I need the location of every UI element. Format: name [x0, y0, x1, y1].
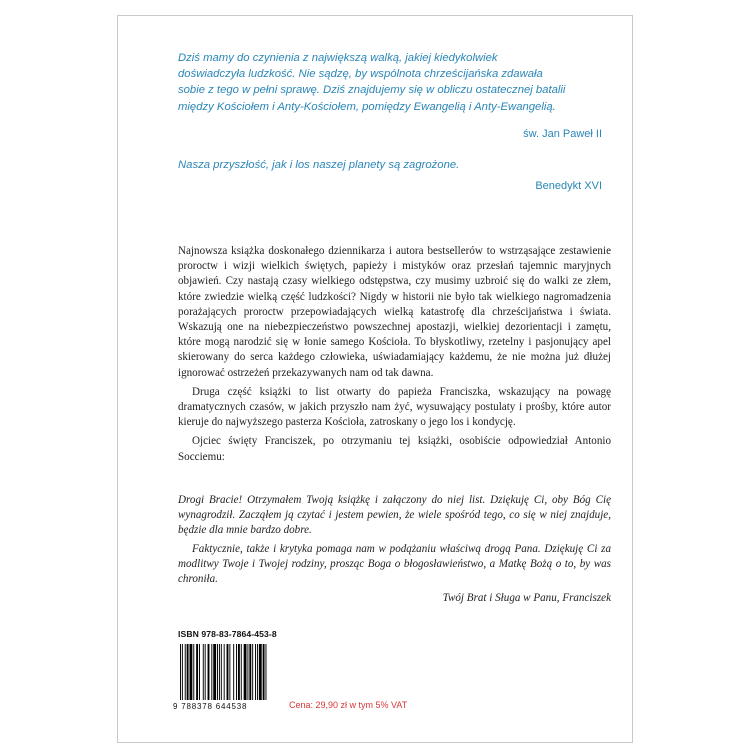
quote-benedict-xvi: Nasza przyszłość, jak i los naszej planety są zagrożone.: [178, 159, 460, 171]
quote-author-benedict-xvi: Benedykt XVI: [535, 180, 602, 192]
quote-author-john-paul-ii: św. Jan Paweł II: [523, 128, 602, 140]
quote-john-paul-ii: [178, 50, 598, 115]
description-paragraph: Najnowsza książka doskonałego dziennikarza i autora bestsellerów to wstrząsające zestawienie proroctw i wizji wielkich świętych, papieży i mistyków oraz przesłań tajemnic maryjnych objawień. Czy nastają czasy wielkiego odstępstwa, czy musimy uzbroić się do walki ze złem, które zwiedzie wielką część ludzkości? Nigdy w historii nie było tak wielkiego nagromadzenia porażających proroctw przepowiadających wielką katastrofę dla chrześcijaństwa i świata. Wskazują one na niebezpieczeństwo powszechnej apostazji, wielkiej dezorientacji i zamętu, które mogą narodzić się w łonie samego Kościoła. To błyskotliwy, rzetelny i pasjonujący apel skierowany do serca każdego człowieka, uświadamiający każdemu, że nie można już dłużej ignorować ostrzeżeń przekazywanych nam od tak dawna.: [178, 245, 611, 379]
pope-letter: [178, 493, 611, 606]
letter-paragraph: Drogi Bracie! Otrzymałem Twoją książkę i załączony do niej list. Dziękuję Ci, oby Bóg Cię wynagrodził. Zacząłem ją czytać i jestem pewien, że wiele spośród tego, co się w niej znajduje, będzie dla mnie bardzo dobre.: [178, 494, 611, 537]
quote-line: między Kościołem i Anty-Kościołem, pomiędzy Ewangelią i Anty-Ewangelią.: [178, 100, 556, 113]
quote-line: doświadczyła ludzkość. Nie sądzę, by wspólnota chrześcijańska zdawała: [178, 68, 543, 81]
description-paragraph: Ojciec święty Franciszek, po otrzymaniu tej książki, osobiście odpowiedział Antonio Socciemu:: [178, 435, 611, 463]
book-description: [178, 244, 611, 465]
letter-signature: Twój Brat i Sługa w Panu, Franciszek: [442, 592, 611, 605]
quote-line: Dziś mamy do czynienia z największą walką, jakiej kiedykolwiek: [178, 52, 498, 64]
description-paragraph: Druga część książki to list otwarty do papieża Franciszka, wskazujący na powagę dramatycznych czasów, w jakich przyszło nam żyć, wysuwający postulaty i prośby, które autor kieruje do najwyższego pasterza Kościoła, zatroskany o jego los i kondycję.: [178, 385, 611, 429]
barcode-number: 9 788378 644538: [173, 702, 248, 711]
isbn-label: ISBN 978-83-7864-453-8: [178, 629, 277, 639]
letter-paragraph: Faktycznie, także i krytyka pomaga nam w podążaniu właściwą drogą Pana. Dziękuję Ci za modlitwy Twoje i Twojej rodziny, prosząc Boga o błogosławieństwo, a Matkę Bożą o to, by was chroniła.: [178, 542, 611, 586]
barcode: [178, 644, 278, 706]
quote-line: sobie z tego w pełni sprawę. Dziś znajdujemy się w obliczu ostatecznej batalii: [178, 84, 566, 97]
price-label: Cena: 29,90 zł w tym 5% VAT: [289, 700, 408, 710]
book-back-cover: [117, 15, 633, 743]
